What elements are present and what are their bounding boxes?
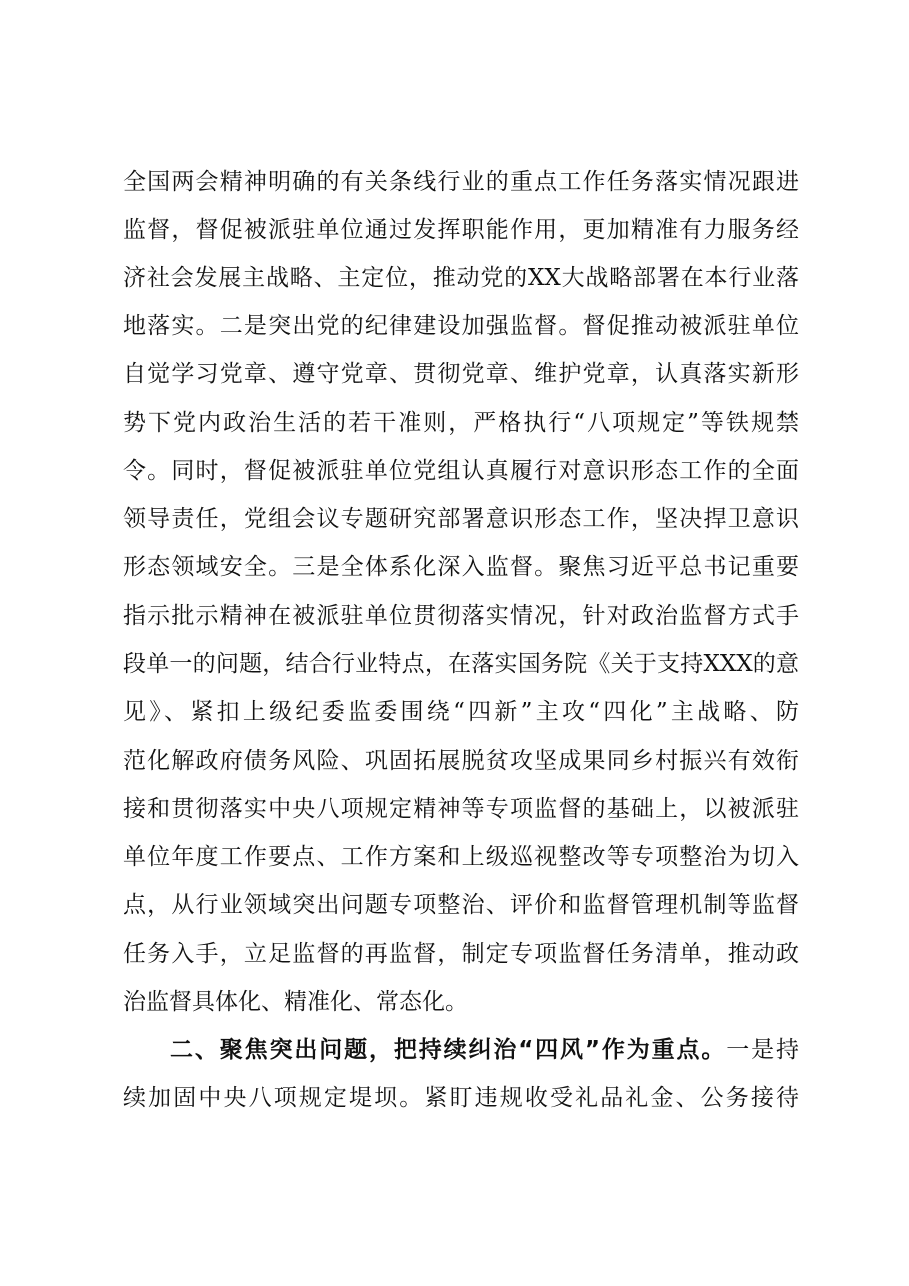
paragraph-1-line-11: 段单一的问题，结合行业特点，在落实国务院《关于支持XXX的意 — [123, 651, 799, 677]
paragraph-1-line-9: 形态领域安全。三是全体系化深入监督。聚焦习近平总书记重要 — [123, 554, 799, 580]
paragraph-1-line-4: 地落实。二是突出党的纪律建设加强监督。督促推动被派驻单位 — [123, 313, 799, 339]
paragraph-2-line-1 — [170, 1030, 799, 1070]
paragraph-1-line-1: 全国两会精神明确的有关条线行业的重点工作任务落实情况跟进 — [123, 169, 799, 195]
paragraph-1-line-17: 任务入手，立足监督的再监督，制定专项监督任务清单，推动政 — [123, 941, 799, 967]
section-heading: 二、聚焦突出问题，把持续纠治“四风”作为重点。 — [170, 1037, 727, 1063]
paragraph-2-line-1-rest: 一是持 — [726, 1037, 800, 1063]
paragraph-1-line-16: 点，从行业领域突出问题专项整治、评价和监督管理机制等监督 — [123, 892, 799, 918]
paragraph-1-line-6: 势下党内政治生活的若干准则，严格执行“八项规定”等铁规禁 — [123, 410, 799, 436]
paragraph-1-line-10: 指示批示精神在被派驻单位贯彻落实情况，针对政治监督方式手 — [123, 603, 799, 629]
paragraph-1-line-18: 治监督具体化、精准化、常态化。 — [123, 989, 468, 1015]
paragraph-1-line-15: 单位年度工作要点、工作方案和上级巡视整改等专项整治为切入 — [123, 844, 799, 870]
paragraph-1-line-8: 领导责任，党组会议专题研究部署意识形态工作，坚决捍卫意识 — [123, 506, 799, 532]
paragraph-1-line-5: 自觉学习党章、遵守党章、贯彻党章、维护党章，认真落实新形 — [123, 361, 799, 387]
paragraph-1-line-13: 范化解政府债务风险、巩固拓展脱贫攻坚成果同乡村振兴有效衔 — [123, 748, 799, 774]
paragraph-1-line-7: 令。同时，督促被派驻单位党组认真履行对意识形态工作的全面 — [123, 458, 799, 484]
paragraph-2-line-2: 续加固中央八项规定堤坝。紧盯违规收受礼品礼金、公务接待 — [123, 1085, 799, 1111]
paragraph-1-line-14: 接和贯彻落实中央八项规定精神等专项监督的基础上，以被派驻 — [123, 796, 799, 822]
paragraph-1-line-12: 见》、紧扣上级纪委监委围绕“四新”主攻“四化”主战略、防 — [123, 699, 799, 725]
paragraph-1-line-2: 监督，督促被派驻单位通过发挥职能作用，更加精准有力服务经 — [123, 217, 799, 243]
paragraph-1-line-3: 济社会发展主战略、主定位，推动党的XX大战略部署在本行业落 — [123, 265, 799, 291]
